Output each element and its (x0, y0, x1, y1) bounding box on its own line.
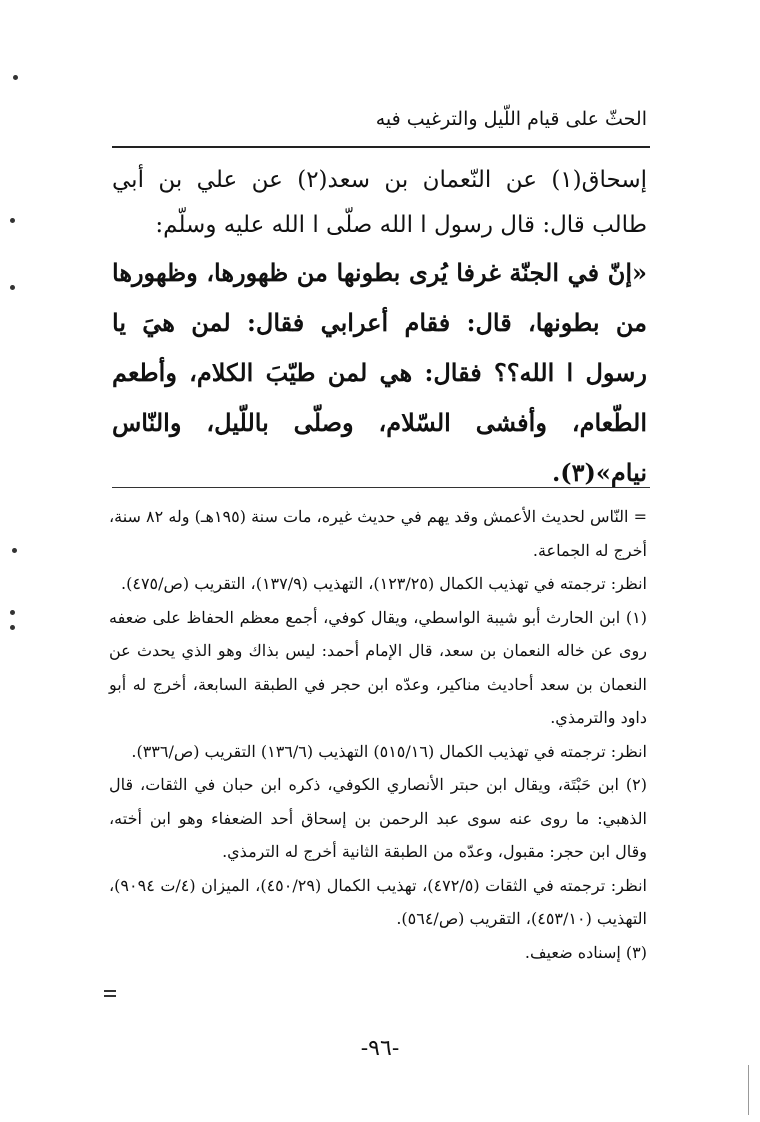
continuation-mark (104, 990, 116, 997)
scan-speck (12, 548, 17, 553)
header-rule (112, 146, 650, 148)
scan-speck (13, 75, 18, 80)
footnote-continuation: = النّاس لحديث الأعمش وقد يهم في حديث غيره، مات سنة (١٩٥هـ) وله ٨٢ سنة، أخرج له الجماعة. (108, 507, 647, 560)
intro-paragraph: إسحاق(١) عن النّعمان بن سعد(٢) عن علي بن أبي طالب قال: قال رسول ا الله صلّى ا الله عليه وسلّم: (112, 167, 647, 238)
running-header: الحثّ على قيام اللّيل والترغيب فيه (375, 108, 647, 130)
footnote-1-ref: انظر: ترجمته في تهذيب الكمال (٥١٥/١٦) التهذيب (١٣٦/٦) التقريب (ص/٣٣٦). (131, 741, 647, 761)
footnote-2: (٢) ابن حَبْتَة، ويقال ابن حبتر الأنصاري الكوفي، ذكره ابن حبان في الثقات، قال الذهبي: ما روى عنه سوى عبد الرحمن بن إسحاق أحد الضعفاء وهو ابن أخته، وقال ابن حجر: مقبول، وعدّه من الطبقة الثانية أخرج له الترمذي. (109, 775, 647, 861)
scan-speck (10, 285, 15, 290)
footnote-continuation-ref: انظر: ترجمته في تهذيب الكمال (١٢٣/٢٥)، التهذيب (١٣٧/٩)، التقريب (ص/٤٧٥). (121, 574, 647, 593)
scan-speck (10, 625, 15, 630)
scan-speck (10, 610, 15, 615)
scan-speck (10, 218, 15, 223)
scan-edge-line (748, 1065, 749, 1115)
footnote-3: (٣) إسناده ضعيف. (524, 942, 647, 962)
footnotes (109, 500, 647, 969)
footnote-2-ref: انظر: ترجمته في الثقات (٤٧٢/٥)، تهذيب الكمال (٤٥٠/٢٩)، الميزان (٤/ت ٩٠٩٤)، التهذيب (٤٥٣/١٠)، التقريب (ص/٥٦٤). (109, 875, 648, 928)
page-number: -٩٦- (360, 1036, 400, 1061)
footnote-1: (١) ابن الحارث أبو شيبة الواسطي، ويقال كوفي، أجمع معظم الحفاظ على ضعفه روى عن خاله النعمان بن سعد، قال الإمام أحمد: ليس بذاك وهو الذي يحدث عن النعمان بن سعد أحاديث مناكير، وعدّه ابن حجر في الطبقة السابعة، أخرج له أبو داود والترمذي. (109, 607, 647, 727)
main-text (112, 158, 647, 498)
hadith-text: «إنّ في الجنّة غرفا يُرى بطونها من ظهورها، وظهورها من بطونها، قال: فقام أعرابي فقال: لمن هيَ يا رسول ا الله؟؟ فقال: هي لمن طيّبَ الكلام، وأطعم الطّعام، وأفشى السّلام، وصلّى باللّيل، والنّاس نيام»(٣). (112, 258, 647, 487)
footnote-rule (112, 487, 650, 488)
